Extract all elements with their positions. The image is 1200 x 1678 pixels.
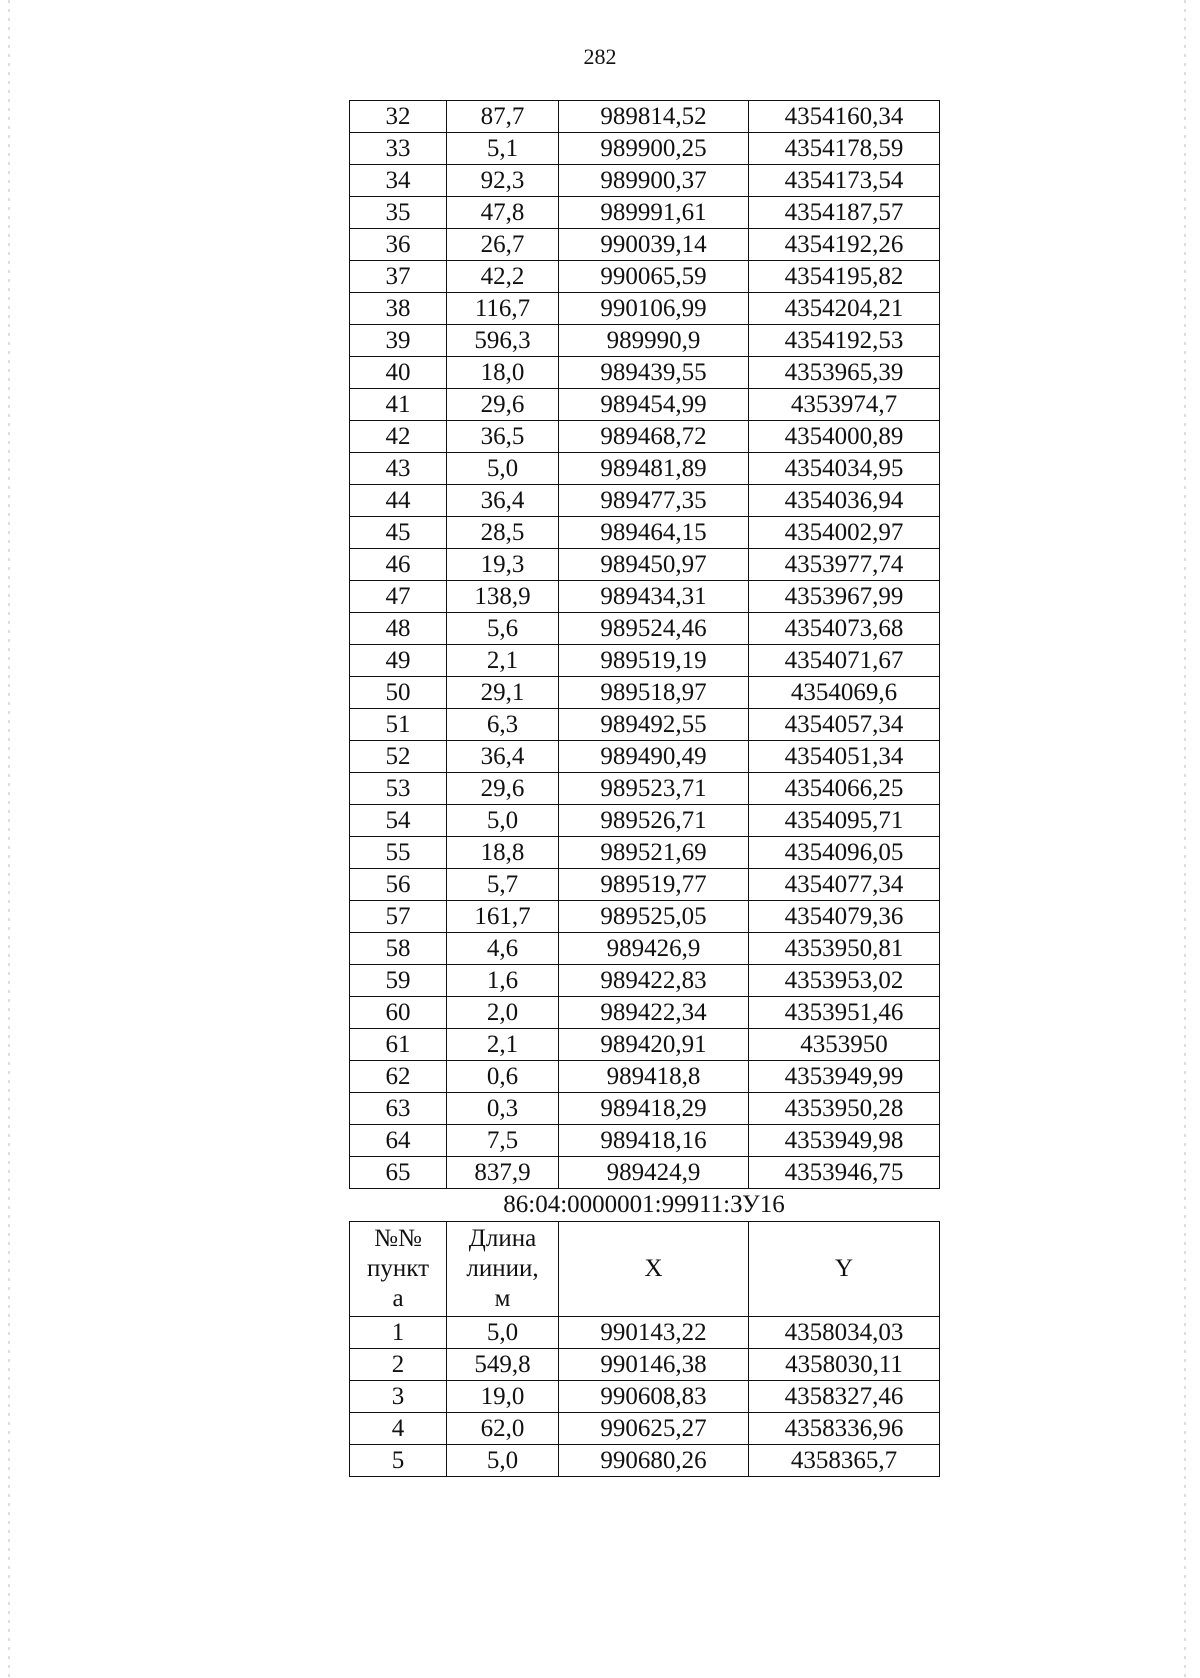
cell-y: 4353967,99 (749, 581, 940, 613)
cell-y: 4354077,34 (749, 869, 940, 901)
table-row (350, 389, 940, 421)
cell-x: 989990,9 (559, 325, 749, 357)
table-row (350, 293, 940, 325)
cell-x: 990146,38 (559, 1349, 749, 1381)
cell-point-number: 32 (350, 101, 447, 133)
cell-point-number: 42 (350, 421, 447, 453)
page-number: 282 (583, 44, 617, 69)
cell-y: 4354071,67 (749, 645, 940, 677)
cell-y: 4353974,7 (749, 389, 940, 421)
table-row (350, 581, 940, 613)
cell-x: 989424,9 (559, 1157, 749, 1189)
cell-y: 4353977,74 (749, 549, 940, 581)
cell-y: 4353965,39 (749, 357, 940, 389)
table-row (350, 773, 940, 805)
cell-point-number: 63 (350, 1093, 447, 1125)
table-row (350, 229, 940, 261)
header-line-length-line: Длина (468, 1225, 537, 1252)
header-x: X (559, 1222, 749, 1317)
cell-point-number: 48 (350, 613, 447, 645)
cell-x: 989418,8 (559, 1061, 749, 1093)
cell-x: 989468,72 (559, 421, 749, 453)
cell-line-length: 36,4 (447, 485, 559, 517)
cell-x: 989900,25 (559, 133, 749, 165)
table-row (350, 1413, 940, 1445)
cell-y: 4358030,11 (749, 1349, 940, 1381)
cell-x: 989434,31 (559, 581, 749, 613)
cell-point-number: 58 (350, 933, 447, 965)
table-row (350, 453, 940, 485)
cell-x: 989418,16 (559, 1125, 749, 1157)
cell-line-length: 5,0 (447, 1317, 559, 1349)
cell-line-length: 18,8 (447, 837, 559, 869)
cell-point-number: 61 (350, 1029, 447, 1061)
cell-line-length: 161,7 (447, 901, 559, 933)
cell-line-length: 7,5 (447, 1125, 559, 1157)
table-header-row (350, 1222, 940, 1317)
cell-point-number: 64 (350, 1125, 447, 1157)
header-line-length-line: м (494, 1285, 511, 1312)
table-row (350, 709, 940, 741)
table-row (350, 1061, 940, 1093)
table-row (350, 613, 940, 645)
header-point-number-line: №№ (374, 1225, 422, 1252)
cell-y: 4354034,95 (749, 453, 940, 485)
cell-x: 989481,89 (559, 453, 749, 485)
cell-point-number: 57 (350, 901, 447, 933)
cell-point-number: 50 (350, 677, 447, 709)
table-row (350, 1381, 940, 1413)
table-row (350, 901, 940, 933)
cell-line-length: 29,6 (447, 389, 559, 421)
cell-line-length: 29,1 (447, 677, 559, 709)
cell-point-number: 3 (350, 1381, 447, 1413)
cell-line-length: 5,1 (447, 133, 559, 165)
cell-y: 4353950,28 (749, 1093, 940, 1125)
table-row (350, 1157, 940, 1189)
cell-point-number: 1 (350, 1317, 447, 1349)
table-row (350, 965, 940, 997)
cell-x: 990680,26 (559, 1445, 749, 1477)
parcel-coordinates-body (350, 1317, 940, 1477)
cell-x: 989422,83 (559, 965, 749, 997)
cell-line-length: 5,6 (447, 613, 559, 645)
cell-x: 989521,69 (559, 837, 749, 869)
cell-x: 989490,49 (559, 741, 749, 773)
cell-line-length: 47,8 (447, 197, 559, 229)
cell-x: 989524,46 (559, 613, 749, 645)
cell-point-number: 43 (350, 453, 447, 485)
cell-x: 989523,71 (559, 773, 749, 805)
cell-line-length: 0,6 (447, 1061, 559, 1093)
cell-y: 4354073,68 (749, 613, 940, 645)
coordinates-table-continued (349, 100, 940, 1189)
table-row (350, 677, 940, 709)
cell-point-number: 40 (350, 357, 447, 389)
cell-y: 4354192,26 (749, 229, 940, 261)
header-line-length (447, 1222, 559, 1317)
cell-point-number: 59 (350, 965, 447, 997)
cell-line-length: 19,0 (447, 1381, 559, 1413)
table-row (350, 869, 940, 901)
cell-y: 4354178,59 (749, 133, 940, 165)
cell-x: 989814,52 (559, 101, 749, 133)
table-row (350, 517, 940, 549)
table-row (350, 1093, 940, 1125)
cell-x: 989477,35 (559, 485, 749, 517)
cell-x: 990039,14 (559, 229, 749, 261)
cell-y: 4353953,02 (749, 965, 940, 997)
table-row (350, 1317, 940, 1349)
cell-line-length: 36,4 (447, 741, 559, 773)
cell-line-length: 62,0 (447, 1413, 559, 1445)
cell-line-length: 549,8 (447, 1349, 559, 1381)
cell-x: 989991,61 (559, 197, 749, 229)
cell-point-number: 38 (350, 293, 447, 325)
cell-line-length: 5,7 (447, 869, 559, 901)
cell-y: 4353951,46 (749, 997, 940, 1029)
cell-point-number: 51 (350, 709, 447, 741)
cell-y: 4358365,7 (749, 1445, 940, 1477)
cell-x: 989454,99 (559, 389, 749, 421)
cell-x: 989900,37 (559, 165, 749, 197)
cell-point-number: 4 (350, 1413, 447, 1445)
header-point-number (350, 1222, 447, 1317)
parcel-cadastral-id: 86:04:0000001:99911:ЗУ16 (503, 1191, 785, 1218)
cell-y: 4354160,34 (749, 101, 940, 133)
cell-x: 989422,34 (559, 997, 749, 1029)
cell-x: 989426,9 (559, 933, 749, 965)
header-y: Y (749, 1222, 940, 1317)
cell-x: 989519,77 (559, 869, 749, 901)
cell-line-length: 92,3 (447, 165, 559, 197)
cell-line-length: 5,0 (447, 453, 559, 485)
table-row (350, 741, 940, 773)
table-row (350, 101, 940, 133)
cell-point-number: 47 (350, 581, 447, 613)
cell-line-length: 5,0 (447, 805, 559, 837)
cell-x: 989492,55 (559, 709, 749, 741)
cell-point-number: 60 (350, 997, 447, 1029)
cell-x: 990065,59 (559, 261, 749, 293)
cell-line-length: 2,0 (447, 997, 559, 1029)
cell-line-length: 6,3 (447, 709, 559, 741)
cell-y: 4353949,98 (749, 1125, 940, 1157)
cell-point-number: 35 (350, 197, 447, 229)
scan-right-edge (1184, 0, 1186, 1678)
cell-y: 4354095,71 (749, 805, 940, 837)
table-row (350, 1445, 940, 1477)
cell-point-number: 5 (350, 1445, 447, 1477)
header-line-length-line: линии, (466, 1255, 539, 1282)
cell-point-number: 45 (350, 517, 447, 549)
table-row (350, 197, 940, 229)
cell-x: 989439,55 (559, 357, 749, 389)
cell-y: 4354057,34 (749, 709, 940, 741)
cell-y: 4354036,94 (749, 485, 940, 517)
cell-point-number: 54 (350, 805, 447, 837)
cell-line-length: 19,3 (447, 549, 559, 581)
cell-point-number: 53 (350, 773, 447, 805)
cell-point-number: 37 (350, 261, 447, 293)
cell-point-number: 65 (350, 1157, 447, 1189)
cell-line-length: 42,2 (447, 261, 559, 293)
cell-line-length: 2,1 (447, 1029, 559, 1061)
cell-y: 4358327,46 (749, 1381, 940, 1413)
cell-y: 4354066,25 (749, 773, 940, 805)
table-row (350, 1029, 940, 1061)
cell-line-length: 87,7 (447, 101, 559, 133)
table-row (350, 805, 940, 837)
cell-y: 4354069,6 (749, 677, 940, 709)
table-row (350, 325, 940, 357)
cell-point-number: 2 (350, 1349, 447, 1381)
cell-y: 4354096,05 (749, 837, 940, 869)
table-row (350, 357, 940, 389)
cell-x: 990625,27 (559, 1413, 749, 1445)
cell-line-length: 1,6 (447, 965, 559, 997)
cell-point-number: 62 (350, 1061, 447, 1093)
cell-point-number: 55 (350, 837, 447, 869)
cell-y: 4354204,21 (749, 293, 940, 325)
cell-x: 989418,29 (559, 1093, 749, 1125)
cell-y: 4354000,89 (749, 421, 940, 453)
cell-y: 4353950,81 (749, 933, 940, 965)
table-row (350, 1349, 940, 1381)
coordinates-table-body (350, 101, 940, 1189)
cell-x: 990143,22 (559, 1317, 749, 1349)
cell-point-number: 44 (350, 485, 447, 517)
table-row (350, 837, 940, 869)
table-row (350, 549, 940, 581)
cell-line-length: 29,6 (447, 773, 559, 805)
table-row (350, 933, 940, 965)
cell-y: 4354195,82 (749, 261, 940, 293)
cell-x: 989464,15 (559, 517, 749, 549)
cell-x: 990608,83 (559, 1381, 749, 1413)
cell-line-length: 26,7 (447, 229, 559, 261)
cell-line-length: 116,7 (447, 293, 559, 325)
cell-x: 989518,97 (559, 677, 749, 709)
cell-line-length: 138,9 (447, 581, 559, 613)
cell-x: 989519,19 (559, 645, 749, 677)
table-row (350, 165, 940, 197)
cell-point-number: 49 (350, 645, 447, 677)
cell-line-length: 0,3 (447, 1093, 559, 1125)
header-point-number-line: пункт (367, 1255, 429, 1282)
cell-y: 4358034,03 (749, 1317, 940, 1349)
cell-point-number: 46 (350, 549, 447, 581)
table-row (350, 133, 940, 165)
cell-y: 4353950 (749, 1029, 940, 1061)
cell-y: 4354002,97 (749, 517, 940, 549)
cell-y: 4354079,36 (749, 901, 940, 933)
cell-point-number: 36 (350, 229, 447, 261)
cell-y: 4354187,57 (749, 197, 940, 229)
cell-point-number: 41 (350, 389, 447, 421)
table-row (350, 485, 940, 517)
cell-y: 4354192,53 (749, 325, 940, 357)
cell-x: 990106,99 (559, 293, 749, 325)
cell-y: 4358336,96 (749, 1413, 940, 1445)
table-row (350, 997, 940, 1029)
table-row (350, 645, 940, 677)
cell-line-length: 28,5 (447, 517, 559, 549)
cell-y: 4353949,99 (749, 1061, 940, 1093)
cell-line-length: 4,6 (447, 933, 559, 965)
cell-line-length: 36,5 (447, 421, 559, 453)
cell-point-number: 52 (350, 741, 447, 773)
header-point-number-line: а (392, 1285, 404, 1312)
cell-point-number: 34 (350, 165, 447, 197)
table-row (350, 421, 940, 453)
cell-line-length: 2,1 (447, 645, 559, 677)
cell-y: 4353946,75 (749, 1157, 940, 1189)
cell-x: 989450,97 (559, 549, 749, 581)
cell-point-number: 33 (350, 133, 447, 165)
cell-x: 989525,05 (559, 901, 749, 933)
scan-left-edge (8, 0, 10, 1678)
cell-y: 4354173,54 (749, 165, 940, 197)
table-row (350, 261, 940, 293)
cell-point-number: 56 (350, 869, 447, 901)
table-row (350, 1125, 940, 1157)
cell-line-length: 18,0 (447, 357, 559, 389)
cell-point-number: 39 (350, 325, 447, 357)
cell-x: 989420,91 (559, 1029, 749, 1061)
cell-y: 4354051,34 (749, 741, 940, 773)
cell-line-length: 596,3 (447, 325, 559, 357)
cell-line-length: 837,9 (447, 1157, 559, 1189)
coordinates-section (349, 100, 939, 1477)
cell-line-length: 5,0 (447, 1445, 559, 1477)
cell-x: 989526,71 (559, 805, 749, 837)
parcel-coordinates-table (349, 1221, 940, 1477)
